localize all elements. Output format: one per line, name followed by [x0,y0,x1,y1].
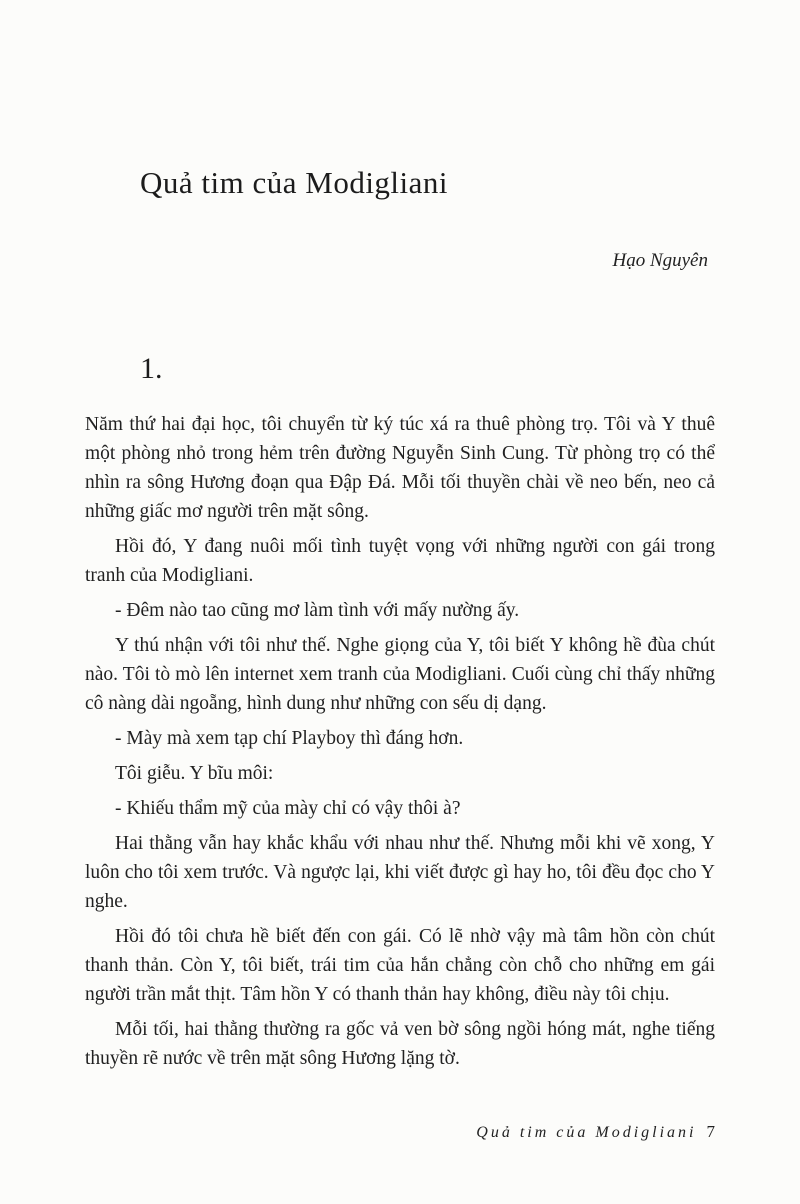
paragraph: Y thú nhận với tôi như thế. Nghe giọng của Y, tôi biết Y không hề đùa chút nào. Tôi tò mò lên internet xem tranh của Modigliani. Cuối cùng chỉ thấy những cô nàng dài ngoẵng, hình dung như những con sếu dị dạng. [85,635,715,714]
paragraph: Tôi giễu. Y bĩu môi: [115,763,274,784]
paragraph: Hồi đó tôi chưa hề biết đến con gái. Có lẽ nhờ vậy mà tâm hồn còn chút thanh thản. Còn Y, tôi biết, trái tim của hắn chẳng còn chỗ cho những em gái người trần mắt thịt. Tâm hồn Y có thanh thản hay không, điều này tôi chịu. [85,926,715,1005]
author-name: Hạo Nguyên [612,250,708,271]
paragraph: Năm thứ hai đại học, tôi chuyển từ ký túc xá ra thuê phòng trọ. Tôi và Y thuê một phòng nhỏ trong hẻm trên đường Nguyễn Sinh Cung. Từ phòng trọ có thể nhìn ra sông Hương đoạn qua Đập Đá. Mỗi tối thuyền chài về neo bến, neo cả những giấc mơ người trên mặt sông. [85,414,715,522]
paragraph: Hai thằng vẫn hay khắc khẩu với nhau như thế. Nhưng mỗi khi vẽ xong, Y luôn cho tôi xem trước. Và ngược lại, khi viết được gì hay ho, tôi đều đọc cho Y nghe. [85,833,715,912]
paragraph-dialogue: - Khiếu thẩm mỹ của mày chỉ có vậy thôi à? [115,798,461,819]
paragraph: Hồi đó, Y đang nuôi mối tình tuyệt vọng với những người con gái trong tranh của Modigliani. [85,536,715,586]
body-text [85,410,715,1079]
paragraph-dialogue: - Mày mà xem tạp chí Playboy thì đáng hơn. [115,728,464,749]
page-footer [476,1122,715,1142]
chapter-title: Quả tim của Modigliani [140,165,449,200]
section-number: 1. [140,352,163,385]
paragraph: Mỗi tối, hai thằng thường ra gốc vả ven bờ sông ngồi hóng mát, nghe tiếng thuyền rẽ nước về trên mặt sông Hương lặng tờ. [85,1019,715,1069]
footer-page-number: 7 [706,1122,715,1141]
paragraph-dialogue: - Đêm nào tao cũng mơ làm tình với mấy nường ấy. [115,600,520,621]
footer-running-title: Quả tim của Modigliani [476,1124,697,1141]
